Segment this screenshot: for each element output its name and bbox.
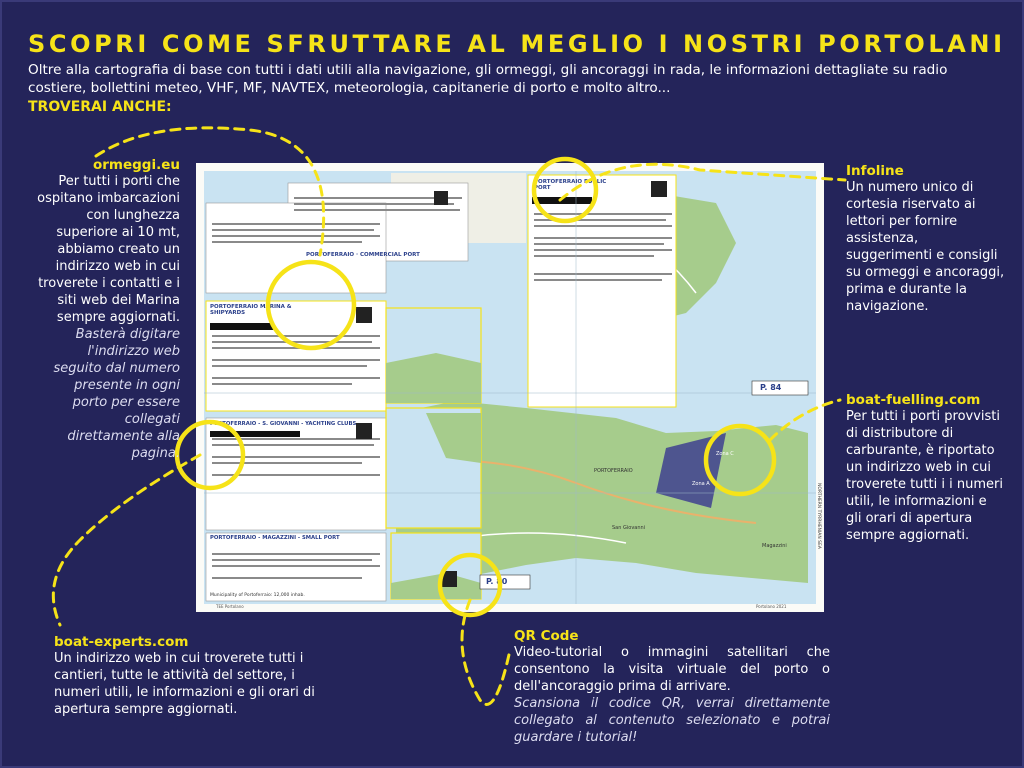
map-place-san-giovanni: San Giovanni	[612, 525, 646, 531]
callout-fuel	[846, 392, 1006, 544]
map-label-public: PORTOFERRAIO PUBLIC PORT	[534, 179, 607, 191]
map-place-magazzini: Magazzini	[762, 543, 787, 549]
callout-infoline-title: Infoline	[846, 163, 904, 179]
map-municipality: Municipality of Portoferraio: 12,000 inhab.	[210, 593, 305, 598]
map-page-label-p80: P. 80	[486, 577, 508, 586]
map-place-zona-c: Zona C	[716, 451, 734, 457]
map-footer-left: TEE Portolano	[216, 604, 244, 609]
callout-qr	[514, 628, 830, 746]
intro-text: Oltre alla cartografia di base con tutti i dati utili alla navigazione, gli ormeggi, gli ancoraggi in rada, le informazioni dettagliate su radio costiere, bollettini meteo, VHF, MF, NAVTEX, meteorologia, capitanerie di porto e molto altro...	[28, 62, 948, 96]
map-label-marina: PORTOFERRAIO MARINA & SHIPYARDS	[210, 304, 292, 316]
map-label-commercial: PORTOFERRAIO · COMMERCIAL PORT	[306, 252, 420, 258]
map-place-portoferraio: PORTOFERRAIO	[594, 468, 633, 474]
callout-fuel-title: boat-fuelling.com	[846, 392, 981, 408]
map-label-sgiovanni: PORTOFERRAIO - S. GIOVANNI - YACHTING CLUBS	[210, 421, 357, 427]
callout-infoline	[846, 163, 1006, 315]
map-page-label-p84: P. 84	[760, 383, 782, 392]
callout-experts-title: boat-experts.com	[54, 634, 189, 650]
map-illustration	[196, 163, 824, 612]
page-title: SCOPRI COME SFRUTTARE AL MEGLIO I NOSTRI PORTOLANI	[28, 30, 1006, 58]
map-footer-right: Portolano 2021	[756, 604, 787, 609]
callout-ormeggi-title: ormeggi.eu	[92, 157, 180, 173]
callout-ormeggi	[36, 157, 180, 462]
callout-experts-body: Un indirizzo web in cui troverete tutti i cantieri, tutte le attività del settore, i numeri utili, le informazioni e gli orari di apertura sempre aggiornati.	[54, 651, 315, 717]
callout-ormeggi-body: Per tutti i porti che ospitano imbarcazioni con lunghezza superiore ai 10 mt, abbiamo creato un indirizzo web in cui troverete i contatti e i siti web dei Marina sempre aggiornati.	[37, 174, 180, 325]
also-heading: TROVERAI ANCHE:	[28, 99, 172, 115]
map-side-text: NORTHERN TYRRHENIAN SEA	[816, 483, 821, 549]
portolano-map-sheet	[196, 163, 824, 612]
callout-infoline-body: Un numero unico di cortesia riservato ai lettori per fornire assistenza, suggerimenti e consigli su ormeggi e ancoraggi, prima e durante la navigazione.	[846, 180, 1005, 314]
callout-experts	[54, 634, 334, 718]
callout-qr-note: Scansiona il codice QR, verrai direttamente collegato al contenuto selezionato e potrai guardare i tutorial!	[514, 696, 830, 745]
map-place-zona-a: Zona A	[692, 481, 710, 487]
callout-fuel-body: Per tutti i porti provvisti di distributore di carburante, è riportato un indirizzo web in cui troverete tutti i i numeri utili, le informazioni e gli orari di apertura sempre aggiornati.	[846, 409, 1003, 543]
callout-ormeggi-note: Basterà digitare l'indirizzo web seguito dal numero presente in ogni porto per essere collegati direttamente alla pagina.	[53, 327, 180, 461]
callout-qr-body: Video-tutorial o immagini satellitari che consentono la visita virtuale del porto o dell'ancoraggio prima di arrivare.	[514, 645, 830, 694]
map-label-magazzini: PORTOFERRAIO - MAGAZZINI - SMALL PORT	[210, 535, 340, 541]
callout-qr-title: QR Code	[514, 628, 579, 644]
